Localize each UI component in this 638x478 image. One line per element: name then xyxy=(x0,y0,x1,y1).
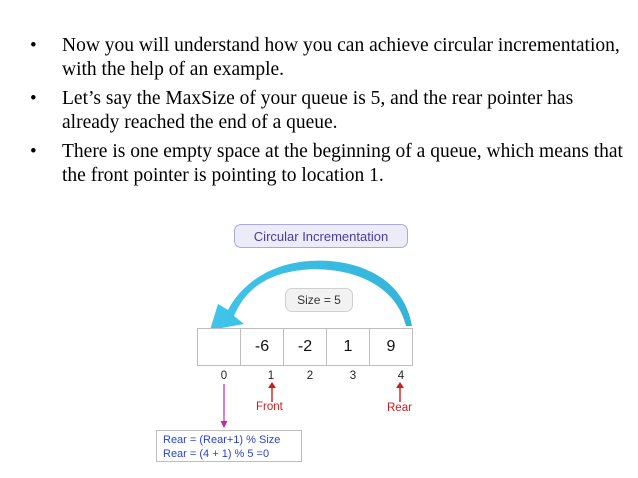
front-pointer-arrowhead-icon xyxy=(268,382,276,388)
bullet-dot-icon: • xyxy=(30,35,37,56)
bullet-item xyxy=(26,34,626,82)
index-label-3: 3 xyxy=(349,370,357,382)
index-label-0: 0 xyxy=(220,370,228,382)
bullet-dot-icon: • xyxy=(30,141,37,162)
formula-line-1: Rear = (Rear+1) % Size xyxy=(163,434,281,446)
index-label-2: 2 xyxy=(306,370,314,382)
index-label-1: 1 xyxy=(267,370,275,382)
formula-line-2: Rear = (4 + 1) % 5 =0 xyxy=(163,448,270,460)
bullet-list xyxy=(26,34,626,193)
bullet-dot-icon: • xyxy=(30,88,37,109)
rear-pointer-arrowhead-icon xyxy=(396,382,404,388)
index-label-4: 4 xyxy=(397,370,405,382)
queue-cell-1: -6 xyxy=(240,328,284,366)
diagram-title: Circular Incrementation xyxy=(234,224,408,248)
rear-label: Rear xyxy=(387,402,412,414)
queue-cell-2: -2 xyxy=(283,328,327,366)
queue-cell-0 xyxy=(197,328,241,366)
bullet-text: Let’s say the MaxSize of your queue is 5, and the rear pointer has already reached the end of a queue. xyxy=(62,88,574,133)
size-label: Size = 5 xyxy=(285,288,353,312)
formula-box xyxy=(156,430,302,462)
front-label: Front xyxy=(256,401,283,413)
bullet-text: There is one empty space at the beginning of a queue, which means that the front pointer is pointing to location 1. xyxy=(62,141,623,186)
formula-pointer-arrowhead-icon xyxy=(221,421,228,428)
bullet-text: Now you will understand how you can achieve circular incrementation, with the help of an example. xyxy=(62,35,620,80)
circular-queue-diagram xyxy=(140,218,440,468)
queue-cells xyxy=(198,328,413,366)
bullet-item xyxy=(26,87,626,135)
queue-cell-3: 1 xyxy=(326,328,370,366)
bullet-item xyxy=(26,140,626,188)
queue-cell-4: 9 xyxy=(369,328,413,366)
